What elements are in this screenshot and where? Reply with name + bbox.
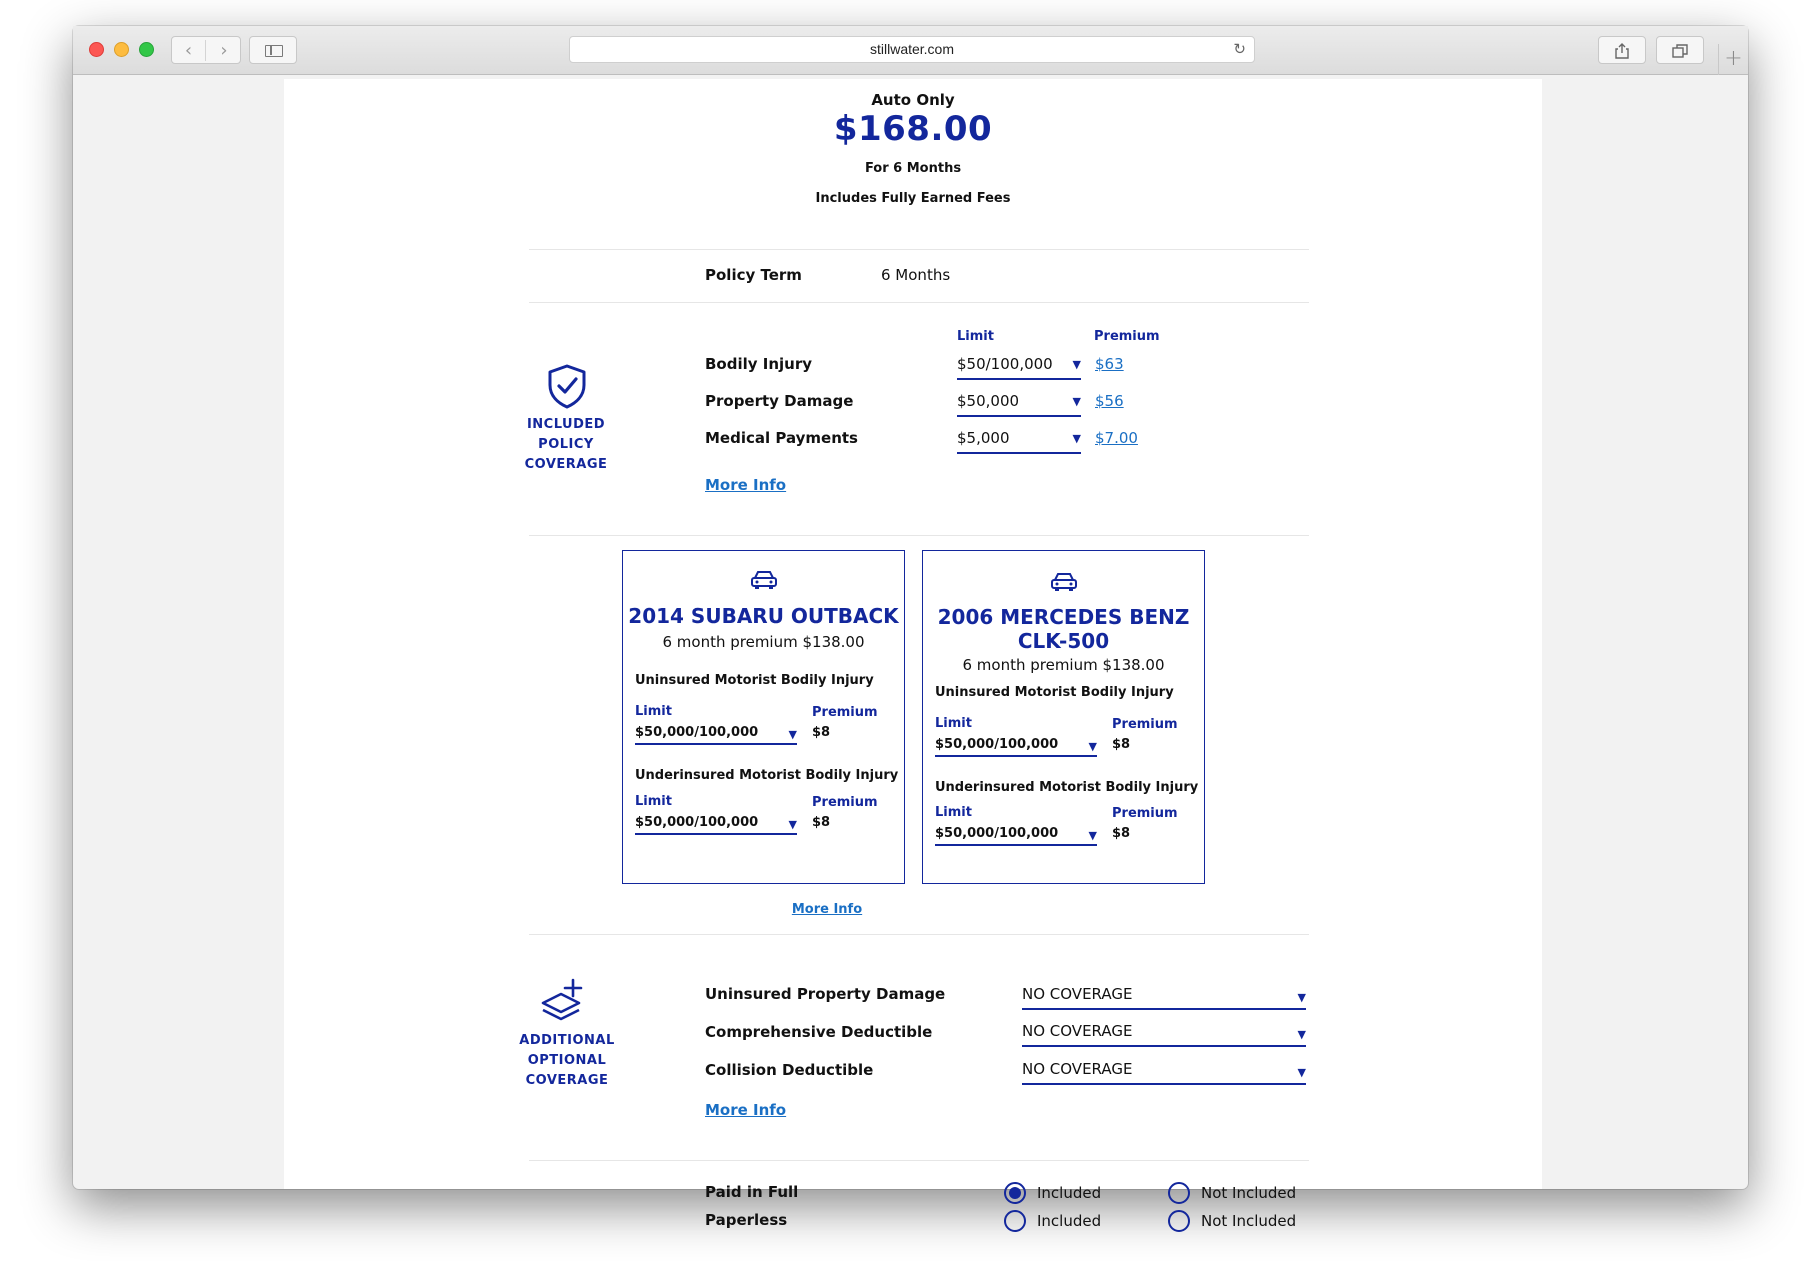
coverage-row-label: Collision Deductible xyxy=(705,1061,874,1079)
close-window-button[interactable] xyxy=(89,42,104,57)
car-icon xyxy=(1050,571,1078,593)
vehicle-card xyxy=(622,550,905,884)
paperless-included-radio[interactable] xyxy=(1004,1210,1026,1232)
chevron-down-icon: ▼ xyxy=(1088,740,1097,753)
chevron-down-icon: ▼ xyxy=(1297,1028,1306,1041)
premium-label: Premium xyxy=(812,705,878,720)
comprehensive-deductible-select[interactable]: NO COVERAGE ▼ xyxy=(1022,1022,1306,1047)
premium-label: Premium xyxy=(1112,806,1178,821)
sidebar-toggle-button[interactable] xyxy=(249,36,297,64)
additional-more-info-link[interactable]: More Info xyxy=(705,1101,787,1119)
quote-price: $168.00 xyxy=(833,109,993,149)
coverage-row-label: Uninsured Property Damage xyxy=(705,985,946,1003)
chevron-down-icon: ▼ xyxy=(1072,432,1081,445)
coverage-title: Uninsured Motorist Bodily Injury xyxy=(935,685,1174,700)
underinsured-motorist-limit-select[interactable]: $50,000/100,000 ▼ xyxy=(635,815,797,835)
new-tab-button[interactable]: + xyxy=(1718,44,1748,75)
radio-label: Included xyxy=(1037,1184,1102,1202)
underinsured-motorist-limit-select[interactable]: $50,000/100,000 ▼ xyxy=(935,826,1097,846)
sidebar-icon xyxy=(265,45,283,57)
browser-toolbar xyxy=(73,26,1748,75)
divider xyxy=(529,249,1309,250)
premium-value: $8 xyxy=(1112,737,1131,752)
minimize-window-button[interactable] xyxy=(114,42,129,57)
vehicle-premium: 6 month premium $138.00 xyxy=(662,633,865,651)
divider xyxy=(529,1160,1309,1161)
collision-deductible-select[interactable]: NO COVERAGE ▼ xyxy=(1022,1060,1306,1085)
quote-title: Auto Only xyxy=(871,91,955,109)
chevron-down-icon: ▼ xyxy=(1072,358,1081,371)
radio-label: Not Included xyxy=(1201,1184,1297,1202)
premium-label: Premium xyxy=(812,795,878,810)
premium-value: $8 xyxy=(1112,826,1131,841)
vehicle-name: 2006 MERCEDES BENZ CLK-500 xyxy=(937,605,1190,653)
forward-arrow-icon[interactable]: › xyxy=(220,40,228,61)
coverage-title: Underinsured Motorist Bodily Injury xyxy=(635,768,899,783)
property-damage-limit-select[interactable]: $50,000 ▼ xyxy=(957,392,1081,417)
bodily-injury-limit-select[interactable]: $50/100,000 ▼ xyxy=(957,355,1081,380)
premium-value: $8 xyxy=(812,815,831,830)
tabs-icon xyxy=(1671,42,1689,60)
premium-label: Premium xyxy=(1112,717,1178,732)
uninsured-property-damage-select[interactable]: NO COVERAGE ▼ xyxy=(1022,985,1306,1010)
paperless-not-included-radio[interactable] xyxy=(1168,1210,1190,1232)
chevron-down-icon: ▼ xyxy=(788,818,797,831)
divider xyxy=(529,535,1309,536)
option-label: Paperless xyxy=(705,1211,788,1229)
divider xyxy=(529,934,1309,935)
coverage-row-label: Comprehensive Deductible xyxy=(705,1023,933,1041)
chevron-down-icon: ▼ xyxy=(1072,395,1081,408)
browser-window xyxy=(73,26,1748,1230)
coverage-row-label: Medical Payments xyxy=(705,429,858,447)
coverage-row-label: Property Damage xyxy=(705,392,854,410)
chevron-down-icon: ▼ xyxy=(1088,829,1097,842)
policy-term-label: Policy Term xyxy=(705,266,802,284)
vehicle-name: 2014 SUBARU OUTBACK xyxy=(628,604,899,628)
uninsured-motorist-limit-select[interactable]: $50,000/100,000 ▼ xyxy=(935,737,1097,757)
share-icon xyxy=(1613,42,1631,60)
paid-in-full-included-radio[interactable] xyxy=(1004,1182,1026,1204)
reload-icon[interactable]: ↻ xyxy=(1233,41,1246,58)
quote-fees-note: Includes Fully Earned Fees xyxy=(815,191,1011,206)
shield-check-icon xyxy=(546,363,588,409)
address-bar[interactable] xyxy=(569,36,1255,63)
coverage-row-label: Bodily Injury xyxy=(705,355,813,373)
coverage-title: Uninsured Motorist Bodily Injury xyxy=(635,673,874,688)
paid-in-full-not-included-radio[interactable] xyxy=(1168,1182,1190,1204)
quote-term: For 6 Months xyxy=(864,161,962,176)
chevron-down-icon: ▼ xyxy=(788,728,797,741)
limit-label: Limit xyxy=(935,805,972,820)
back-arrow-icon[interactable]: ‹ xyxy=(172,40,206,61)
radio-label: Not Included xyxy=(1201,1212,1297,1230)
share-button[interactable] xyxy=(1598,36,1646,64)
limit-column-header: Limit xyxy=(957,329,994,344)
divider xyxy=(529,302,1309,303)
medical-payments-premium-link[interactable]: $7.00 xyxy=(1095,429,1138,447)
premium-value: $8 xyxy=(812,725,831,740)
car-icon xyxy=(750,569,778,591)
additional-coverage-label: ADDITIONAL OPTIONAL COVERAGE xyxy=(519,1033,615,1088)
bodily-injury-premium-link[interactable]: $63 xyxy=(1095,355,1124,373)
vehicle-premium: 6 month premium $138.00 xyxy=(962,656,1165,674)
limit-label: Limit xyxy=(935,716,972,731)
policy-term-value: 6 Months xyxy=(881,266,951,284)
included-more-info-link[interactable]: More Info xyxy=(705,476,787,494)
coverage-title: Underinsured Motorist Bodily Injury xyxy=(935,780,1199,795)
history-nav xyxy=(171,36,241,64)
layers-plus-icon xyxy=(539,977,589,1023)
radio-label: Included xyxy=(1037,1212,1102,1230)
chevron-down-icon: ▼ xyxy=(1297,1066,1306,1079)
medical-payments-limit-select[interactable]: $5,000 ▼ xyxy=(957,429,1081,454)
uninsured-motorist-limit-select[interactable]: $50,000/100,000 ▼ xyxy=(635,725,797,745)
zoom-window-button[interactable] xyxy=(139,42,154,57)
show-tabs-button[interactable] xyxy=(1656,36,1704,64)
limit-label: Limit xyxy=(635,794,672,809)
option-label: Paid in Full xyxy=(705,1183,799,1201)
vehicles-more-info-link[interactable]: More Info xyxy=(791,902,863,917)
included-coverage-label: INCLUDED POLICY COVERAGE xyxy=(524,417,608,472)
chevron-down-icon: ▼ xyxy=(1297,991,1306,1004)
property-damage-premium-link[interactable]: $56 xyxy=(1095,392,1124,410)
vehicle-card xyxy=(922,550,1205,884)
url-text: stillwater.com xyxy=(869,41,955,57)
page-content xyxy=(284,79,1542,1230)
limit-label: Limit xyxy=(635,704,672,719)
premium-column-header: Premium xyxy=(1094,329,1160,344)
